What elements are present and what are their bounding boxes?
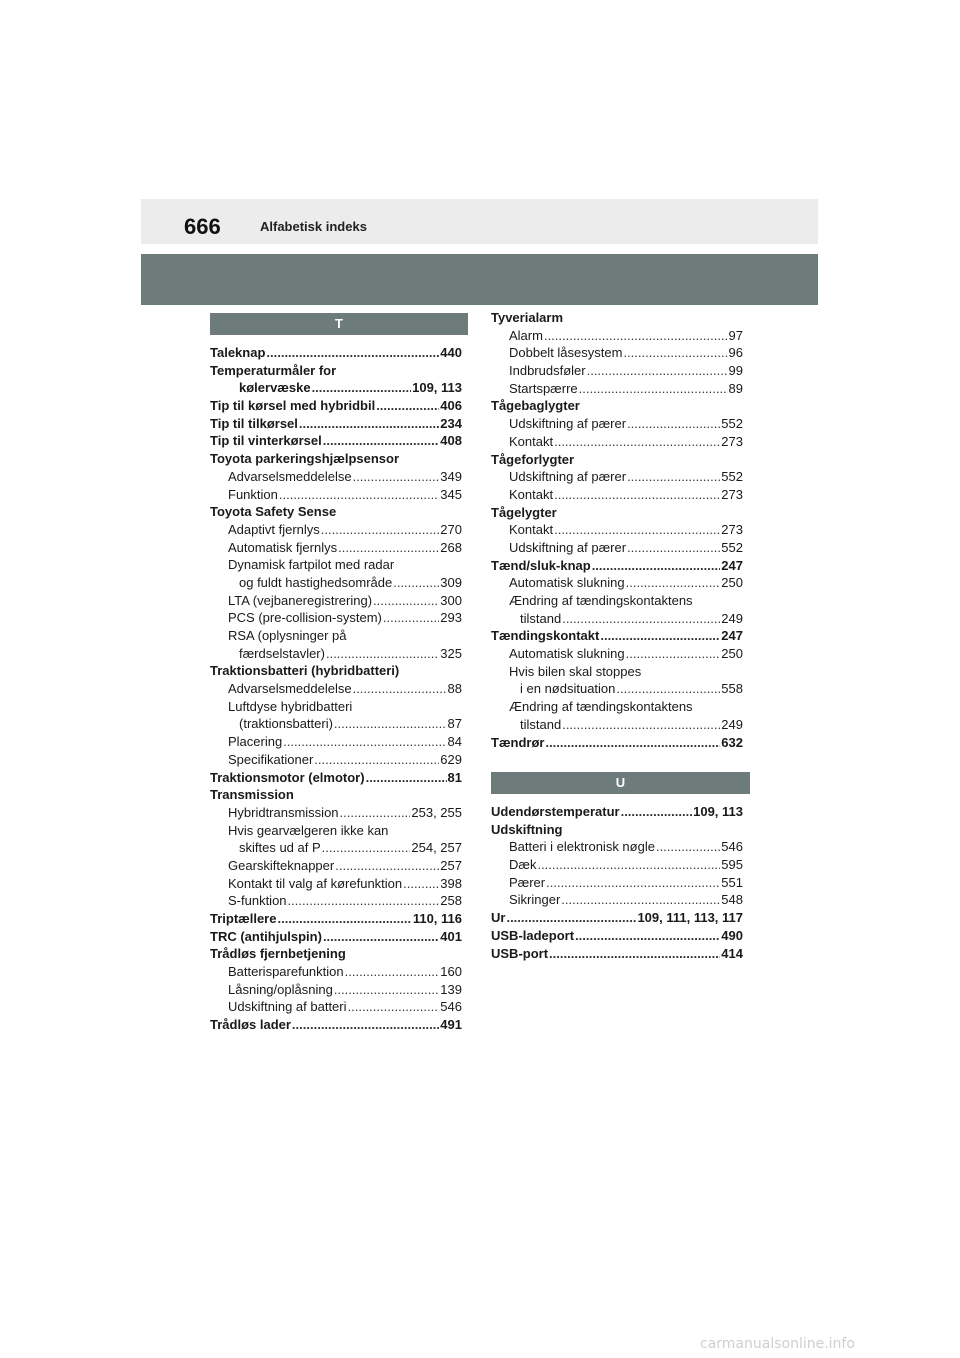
dot-leader (621, 803, 693, 821)
index-entry-label: Tændingskontakt (491, 628, 600, 644)
index-entry-label: Ændring af tændingskontaktens (509, 593, 693, 608)
index-entry (210, 839, 462, 857)
dot-leader (321, 521, 440, 539)
index-entry-label: Dæk (509, 857, 537, 873)
index-entry-page[interactable]: 552 (721, 539, 743, 555)
index-entry-label: TRC (antihjulspin) (210, 928, 322, 944)
index-entry (491, 610, 743, 628)
index-entry-page[interactable]: 490 (721, 927, 743, 943)
index-entry-page[interactable]: 408 (440, 433, 462, 449)
index-entry-label: Taleknap (210, 345, 266, 360)
index-entry-page[interactable]: 96 (728, 345, 743, 361)
index-entry-page[interactable]: 270 (440, 521, 462, 537)
watermark: carmanualsonline.info (700, 1336, 855, 1352)
index-entry-label: færdselstavler) (239, 645, 325, 661)
index-entry (210, 804, 462, 822)
index-entry (210, 468, 462, 486)
dot-leader (545, 734, 720, 752)
index-entry (491, 433, 743, 451)
index-entry-label: Tip til kørsel med hybridbil (210, 398, 376, 414)
index-entry (210, 875, 462, 893)
index-entry-page[interactable]: 491 (440, 1017, 462, 1033)
index-entry-page[interactable]: 546 (721, 839, 743, 855)
section-title: Alfabetisk indeks (260, 219, 367, 234)
index-entry (491, 821, 743, 839)
index-entry (491, 557, 743, 575)
index-entry-page[interactable]: 160 (440, 964, 462, 980)
index-entry-label: RSA (oplysninger på (228, 628, 347, 643)
index-entry-label: Automatisk slukning (509, 575, 625, 591)
index-entry (491, 486, 743, 504)
dot-leader (323, 928, 439, 946)
index-entry-page[interactable]: 632 (721, 734, 743, 750)
index-entry (210, 733, 462, 751)
index-entry-page[interactable]: 558 (721, 681, 743, 697)
index-entry-label: Kontakt (509, 486, 554, 502)
dot-leader (277, 910, 411, 928)
index-entry-page[interactable]: 88 (447, 681, 462, 697)
dot-leader (546, 874, 720, 892)
dot-leader (299, 415, 439, 433)
index-entry-label: tilstand (520, 610, 562, 626)
dot-leader (334, 715, 447, 733)
index-entry-label: kølervæske (239, 380, 311, 396)
index-entry-label: Udskiftning af batteri (228, 999, 347, 1015)
dot-leader (587, 362, 728, 380)
index-entry-page[interactable]: 595 (721, 857, 743, 873)
dot-leader (626, 574, 721, 592)
dot-leader (656, 838, 720, 856)
index-entry (210, 344, 462, 362)
index-entry-label: Udendørstemperatur (491, 804, 620, 819)
index-entry-page[interactable]: 349 (440, 468, 462, 484)
dot-leader (579, 380, 728, 398)
dot-leader (554, 433, 720, 451)
dot-leader (338, 539, 439, 557)
index-entry (210, 963, 462, 981)
dot-leader (373, 592, 439, 610)
index-entry (491, 680, 743, 698)
index-entry-page[interactable]: 247 (721, 557, 743, 573)
index-entry (491, 344, 743, 362)
index-entry-page[interactable]: 629 (440, 751, 462, 767)
index-entry (210, 609, 462, 627)
index-entry (491, 574, 743, 592)
index-entry-label: LTA (vejbaneregistrering) (228, 592, 373, 608)
index-entry (491, 539, 743, 557)
index-entry (491, 592, 743, 610)
index-entry-page[interactable]: 398 (440, 875, 462, 891)
index-entry (491, 627, 743, 645)
index-entry (210, 1016, 462, 1034)
index-entry-page[interactable]: 293 (440, 610, 462, 626)
index-entry (210, 662, 462, 680)
index-entry (210, 521, 462, 539)
index-entry (210, 432, 462, 450)
dot-leader (616, 680, 720, 698)
index-entry (210, 556, 462, 574)
index-entry (210, 928, 462, 946)
index-entry-page[interactable]: 258 (440, 893, 462, 909)
index-entry-label: Automatisk fjernlys (228, 539, 338, 555)
index-entry-page[interactable]: 247 (721, 628, 743, 644)
index-entry-label: PCS (pre-collision-system) (228, 610, 382, 626)
index-entry-label: Ændring af tændingskontaktens (509, 699, 693, 715)
index-entry (491, 397, 743, 415)
index-entry-label: Advarselsmeddelelse (228, 468, 352, 484)
index-entry (491, 362, 743, 380)
index-list-t-continued (491, 309, 743, 751)
index-entry (491, 698, 743, 716)
index-entry (210, 786, 462, 804)
index-entry (491, 945, 743, 963)
dot-leader (554, 521, 720, 539)
dot-leader (561, 891, 720, 909)
index-entry-page[interactable]: 273 (721, 522, 743, 538)
dot-leader (288, 892, 440, 910)
page-number: 666 (184, 214, 221, 239)
index-entry (491, 327, 743, 345)
index-entry-page[interactable]: 249 (721, 716, 743, 732)
index-entry (210, 769, 462, 787)
index-entry-label: Trådløs fjernbetjening (210, 946, 346, 962)
index-entry-label: skiftes ud af P (239, 840, 321, 856)
dot-leader (623, 344, 727, 362)
index-entry (491, 309, 743, 327)
index-entry-label: Traktionsmotor (elmotor) (210, 769, 365, 785)
index-entry-page[interactable]: 89 (728, 380, 743, 396)
dot-leader (314, 751, 439, 769)
index-entry (210, 362, 462, 380)
dot-leader (353, 680, 447, 698)
index-entry-label: Kontakt (509, 522, 554, 538)
index-entry (210, 592, 462, 610)
index-entry-page[interactable]: 109, 113 (693, 804, 743, 819)
index-entry-label: S-funktion (228, 893, 287, 909)
dot-leader (326, 645, 439, 663)
index-entry (491, 716, 743, 734)
index-entry-label: Tågebaglygter (491, 398, 580, 414)
index-entry-page[interactable]: 81 (447, 769, 462, 785)
index-entry-label: Kontakt til valg af kørefunktion (228, 875, 403, 891)
index-entry-page[interactable]: 99 (728, 363, 743, 379)
index-entry (210, 645, 462, 663)
index-entry (210, 574, 462, 592)
index-entry (491, 856, 743, 874)
index-entry (210, 945, 462, 963)
index-entry-label: Udskiftning (491, 821, 563, 837)
index-entry-label: Trådløs lader (210, 1017, 291, 1033)
dot-leader (554, 486, 720, 504)
index-entry-label: Tip til tilkørsel (210, 415, 298, 431)
index-entry-page[interactable]: 309 (440, 574, 462, 590)
index-entry (491, 380, 743, 398)
dot-leader (627, 539, 720, 557)
index-entry (210, 715, 462, 733)
index-entry (491, 838, 743, 856)
index-entry-label: tilstand (520, 716, 562, 732)
index-entry-label: Toyota parkeringshjælpsensor (210, 451, 400, 467)
dot-leader (335, 857, 439, 875)
index-entry-label: Udskiftning af pærer (509, 416, 627, 432)
header-band (141, 254, 818, 305)
index-entry-label: Pærer (509, 874, 546, 890)
index-entry-page[interactable]: 110, 116 (412, 911, 462, 926)
dot-leader (600, 627, 720, 645)
index-entry-page[interactable]: 84 (447, 734, 462, 750)
index-entry (491, 927, 743, 945)
dot-leader (345, 963, 440, 981)
index-entry-label: Dynamisk fartpilot med radar (228, 557, 395, 573)
index-entry-page[interactable]: 250 (721, 575, 743, 591)
index-entry (210, 503, 462, 521)
index-entry (210, 539, 462, 557)
index-entry-page[interactable]: 97 (728, 327, 743, 343)
index-entry (491, 909, 743, 927)
index-entry-page[interactable]: 268 (440, 539, 462, 555)
index-entry (210, 998, 462, 1016)
index-entry-label: Placering (228, 734, 283, 750)
dot-leader (366, 769, 447, 787)
index-entry (210, 822, 462, 840)
index-entry (491, 734, 743, 752)
index-list-u (491, 803, 743, 962)
index-entry-page[interactable]: 414 (721, 945, 743, 961)
index-entry (210, 450, 462, 468)
dot-leader (506, 909, 636, 927)
index-list-t (210, 344, 462, 1034)
dot-leader (279, 486, 439, 504)
dot-leader (549, 945, 720, 963)
index-entry-page[interactable]: 254, 257 (411, 840, 462, 856)
index-entry-page[interactable]: 109, 113 (412, 380, 462, 396)
index-entry-label: Batteri i elektronisk nøgle (509, 839, 655, 855)
index-entry-label: Alarm (509, 327, 543, 343)
index-entry-label: og fuldt hastighedsområde (239, 574, 393, 590)
index-entry-label: Låsning/oplåsning (228, 981, 333, 997)
index-entry-page[interactable]: 440 (440, 345, 462, 360)
dot-leader (283, 733, 446, 751)
index-entry (210, 981, 462, 999)
index-entry-label: Tip til vinterkørsel (210, 433, 322, 449)
index-entry-page[interactable]: 552 (721, 469, 743, 485)
index-entry-label: Tyverialarm (491, 310, 564, 325)
index-entry-page[interactable]: 345 (440, 486, 462, 502)
dot-leader (537, 856, 720, 874)
dot-leader (340, 804, 411, 822)
index-entry-label: Hvis bilen skal stoppes (509, 663, 642, 679)
index-entry-label: (traktionsbatteri) (239, 716, 333, 732)
index-entry-label: Traktionsbatteri (hybridbatteri) (210, 663, 400, 679)
dot-leader (562, 716, 720, 734)
dot-leader (312, 379, 412, 397)
index-entry-page[interactable]: 234 (440, 415, 462, 431)
dot-leader (353, 468, 440, 486)
index-entry-page[interactable]: 552 (721, 416, 743, 432)
index-entry (210, 627, 462, 645)
index-entry-page[interactable]: 249 (721, 610, 743, 626)
dot-leader (592, 557, 721, 575)
index-entry (210, 680, 462, 698)
index-entry-page[interactable]: 250 (721, 646, 743, 662)
dot-leader (348, 998, 440, 1016)
index-entry-page[interactable]: 551 (721, 874, 743, 890)
index-entry-page[interactable]: 87 (447, 716, 462, 732)
index-entry (210, 892, 462, 910)
letter-header-u: U (491, 772, 750, 794)
index-entry (491, 803, 743, 821)
dot-leader (292, 1016, 439, 1034)
index-entry-label: Batterisparefunktion (228, 964, 344, 980)
dot-leader (627, 468, 720, 486)
index-entry-label: Sikringer (509, 892, 561, 908)
dot-leader (393, 574, 439, 592)
index-entry (491, 521, 743, 539)
index-entry-label: Tågelygter (491, 504, 557, 520)
dot-leader (323, 432, 440, 450)
header-bar (141, 199, 818, 244)
dot-leader (575, 927, 720, 945)
index-entry-label: Tågeforlygter (491, 451, 575, 467)
index-entry-label: Gearskifteknapper (228, 857, 335, 873)
dot-leader (544, 327, 728, 345)
dot-leader (266, 344, 439, 362)
index-entry (491, 874, 743, 892)
dot-leader (334, 981, 439, 999)
index-entry-label: USB-port (491, 945, 549, 961)
index-entry (210, 379, 462, 397)
index-entry-label: Startspærre (509, 380, 578, 396)
index-entry-page[interactable]: 109, 111, 113, 117 (637, 910, 743, 926)
index-entry-label: Hvis gearvælgeren ikke kan (228, 822, 389, 838)
index-entry-label: Specifikationer (228, 751, 314, 767)
index-entry (491, 504, 743, 522)
index-entry-label: Automatisk slukning (509, 646, 625, 662)
index-entry-label: Ur (491, 910, 506, 926)
dot-leader (626, 645, 721, 663)
index-entry-page[interactable]: 139 (440, 981, 462, 997)
index-entry-label: Tændrør (491, 734, 545, 750)
dot-leader (562, 610, 720, 628)
index-entry-page[interactable]: 401 (440, 928, 462, 944)
index-entry-label: Luftdyse hybridbatteri (228, 698, 353, 714)
index-entry (210, 751, 462, 769)
index-entry-label: Udskiftning af pærer (509, 469, 627, 485)
index-entry (210, 910, 462, 928)
index-entry-page[interactable]: 300 (440, 592, 462, 608)
index-entry-page[interactable]: 546 (440, 999, 462, 1015)
index-entry-label: Funktion (228, 486, 278, 502)
index-entry (491, 645, 743, 663)
index-entry-label: Transmission (210, 787, 294, 803)
index-entry-label: Adaptivt fjernlys (228, 521, 320, 537)
index-entry-label: Toyota Safety Sense (210, 504, 337, 520)
index-entry-page[interactable]: 253, 255 (411, 804, 462, 820)
index-entry (491, 415, 743, 433)
index-entry-label: Temperaturmåler for (210, 362, 337, 378)
index-entry-label: Kontakt (509, 433, 554, 449)
index-entry (210, 397, 462, 415)
index-entry (210, 857, 462, 875)
index-entry-label: Advarselsmeddelelse (228, 681, 352, 697)
index-entry (210, 486, 462, 504)
index-entry-label: Dobbelt låsesystem (509, 345, 623, 361)
index-entry-label: USB-ladeport (491, 927, 575, 943)
index-entry-page[interactable]: 406 (440, 398, 462, 414)
index-entry-label: Udskiftning af pærer (509, 539, 627, 555)
dot-leader (403, 875, 439, 893)
index-entry-label: Tænd/sluk-knap (491, 557, 591, 573)
index-entry-label: Hybridtransmission (228, 804, 339, 820)
index-entry-page[interactable]: 273 (721, 433, 743, 449)
dot-leader (627, 415, 720, 433)
index-entry-page[interactable]: 548 (721, 892, 743, 908)
dot-leader (322, 839, 411, 857)
index-entry (491, 451, 743, 469)
index-entry (210, 698, 462, 716)
dot-leader (383, 609, 439, 627)
index-entry-label: i en nødsituation (520, 681, 616, 697)
index-entry (491, 891, 743, 909)
index-entry (210, 415, 462, 433)
dot-leader (376, 397, 439, 415)
index-entry (491, 468, 743, 486)
letter-header-t: T (210, 313, 468, 335)
index-entry-label: Indbrudsføler (509, 363, 586, 379)
index-entry-page[interactable]: 325 (440, 645, 462, 661)
index-entry-page[interactable]: 273 (721, 486, 743, 502)
index-entry-page[interactable]: 257 (440, 857, 462, 873)
index-entry-label: Triptællere (210, 911, 277, 926)
index-entry (491, 663, 743, 681)
